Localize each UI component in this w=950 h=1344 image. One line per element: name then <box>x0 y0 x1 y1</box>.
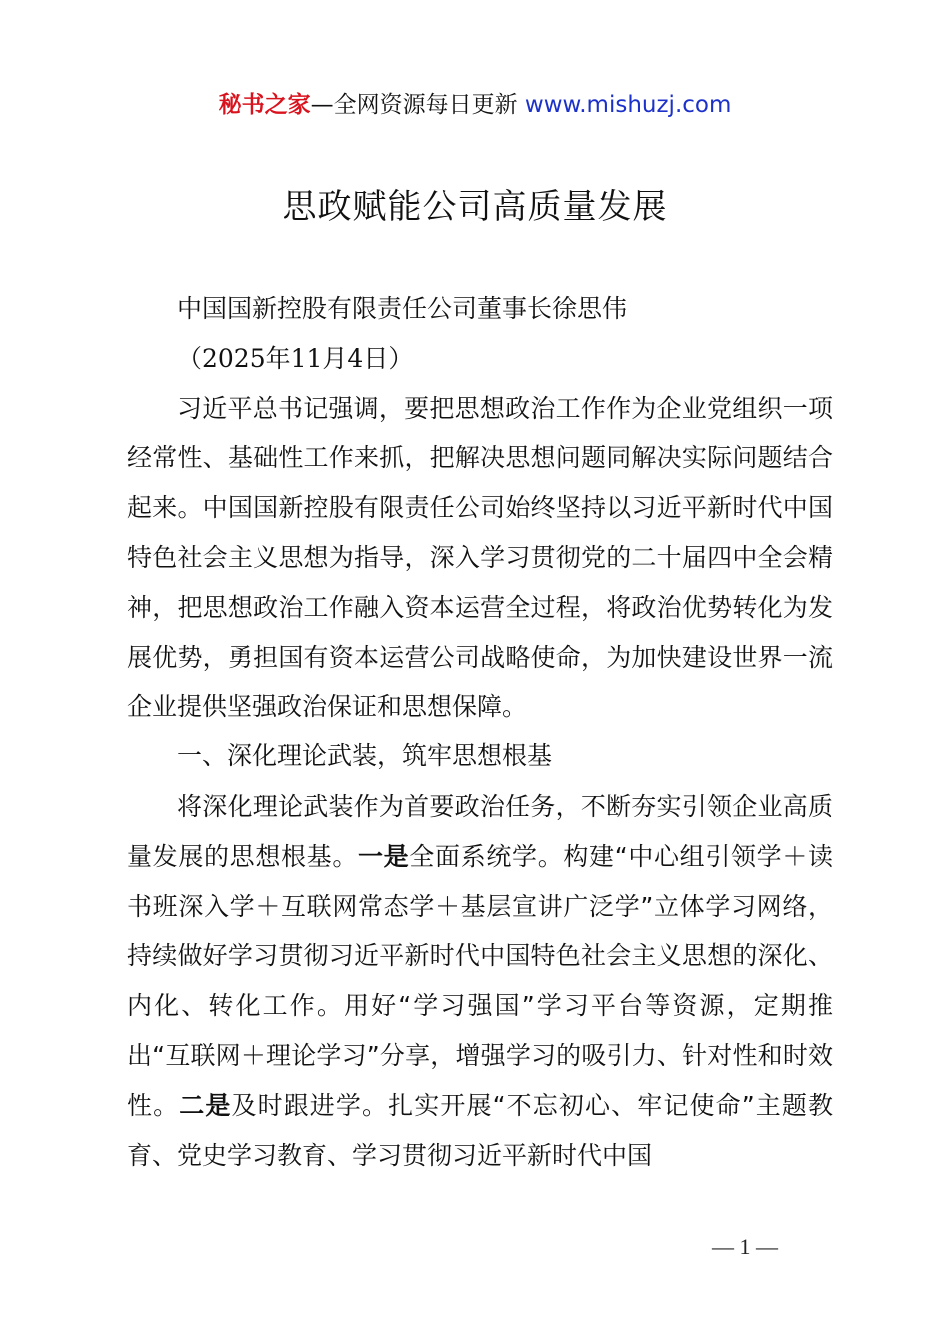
date-line: （2025年11月4日） <box>177 343 414 373</box>
point-two-lead: 二是 <box>179 1090 232 1120</box>
site-url[interactable]: www.mishuzj.com <box>524 92 732 118</box>
brand-name: 秘书之家 <box>218 92 311 118</box>
section-text-1: 将深化理论武装作为首要政治任务，不断夯实引领企业高质量发展的思想根基。 <box>127 791 833 871</box>
document-title: 思政赋能公司高质量发展 <box>282 187 668 227</box>
page-number: — 1 — <box>712 1234 778 1259</box>
author-line: 中国国新控股有限责任公司董事长徐思伟 <box>177 294 628 323</box>
site-header <box>0 88 950 122</box>
point-one-lead: 一是 <box>358 841 410 871</box>
section-heading: 一、深化理论武装，筑牢思想根基 <box>177 743 553 771</box>
document-body <box>127 284 833 1180</box>
section-text-3: 及时跟进学。扎实开展“不忘初心、牢记使命”主题教育、党史学习教育、学习贯彻习近平新时代中国 <box>127 1090 833 1170</box>
header-tagline: —全网资源每日更新 <box>310 92 525 118</box>
section-paragraph <box>127 782 833 1180</box>
intro-paragraph: 习近平总书记强调，要把思想政治工作作为企业党组织一项经常性、基础性工作来抓，把解决思想问题同解决实际问题结合起来。中国国新控股有限责任公司始终坚持以习近平新时代中国特色社会主义思想为指导，深入学习贯彻党的二十届四中全会精神，把思想政治工作融入资本运营全过程，将政治优势转化为发展优势，勇担国有资本运营公司战略使命，为加快建设世界一流企业提供坚强政治保证和思想保障。 <box>127 393 833 722</box>
section-text-2: 全面系统学。构建“中心组引领学＋读书班深入学＋互联网常态学＋基层宣讲广泛学”立体学习网络，持续做好学习贯彻习近平新时代中国特色社会主义思想的深化、内化、转化工作。用好“学习强国”学习平台等资源，定期推出“互联网＋理论学习”分享，增强学习的吸引力、针对性和时效性。 <box>127 841 833 1120</box>
